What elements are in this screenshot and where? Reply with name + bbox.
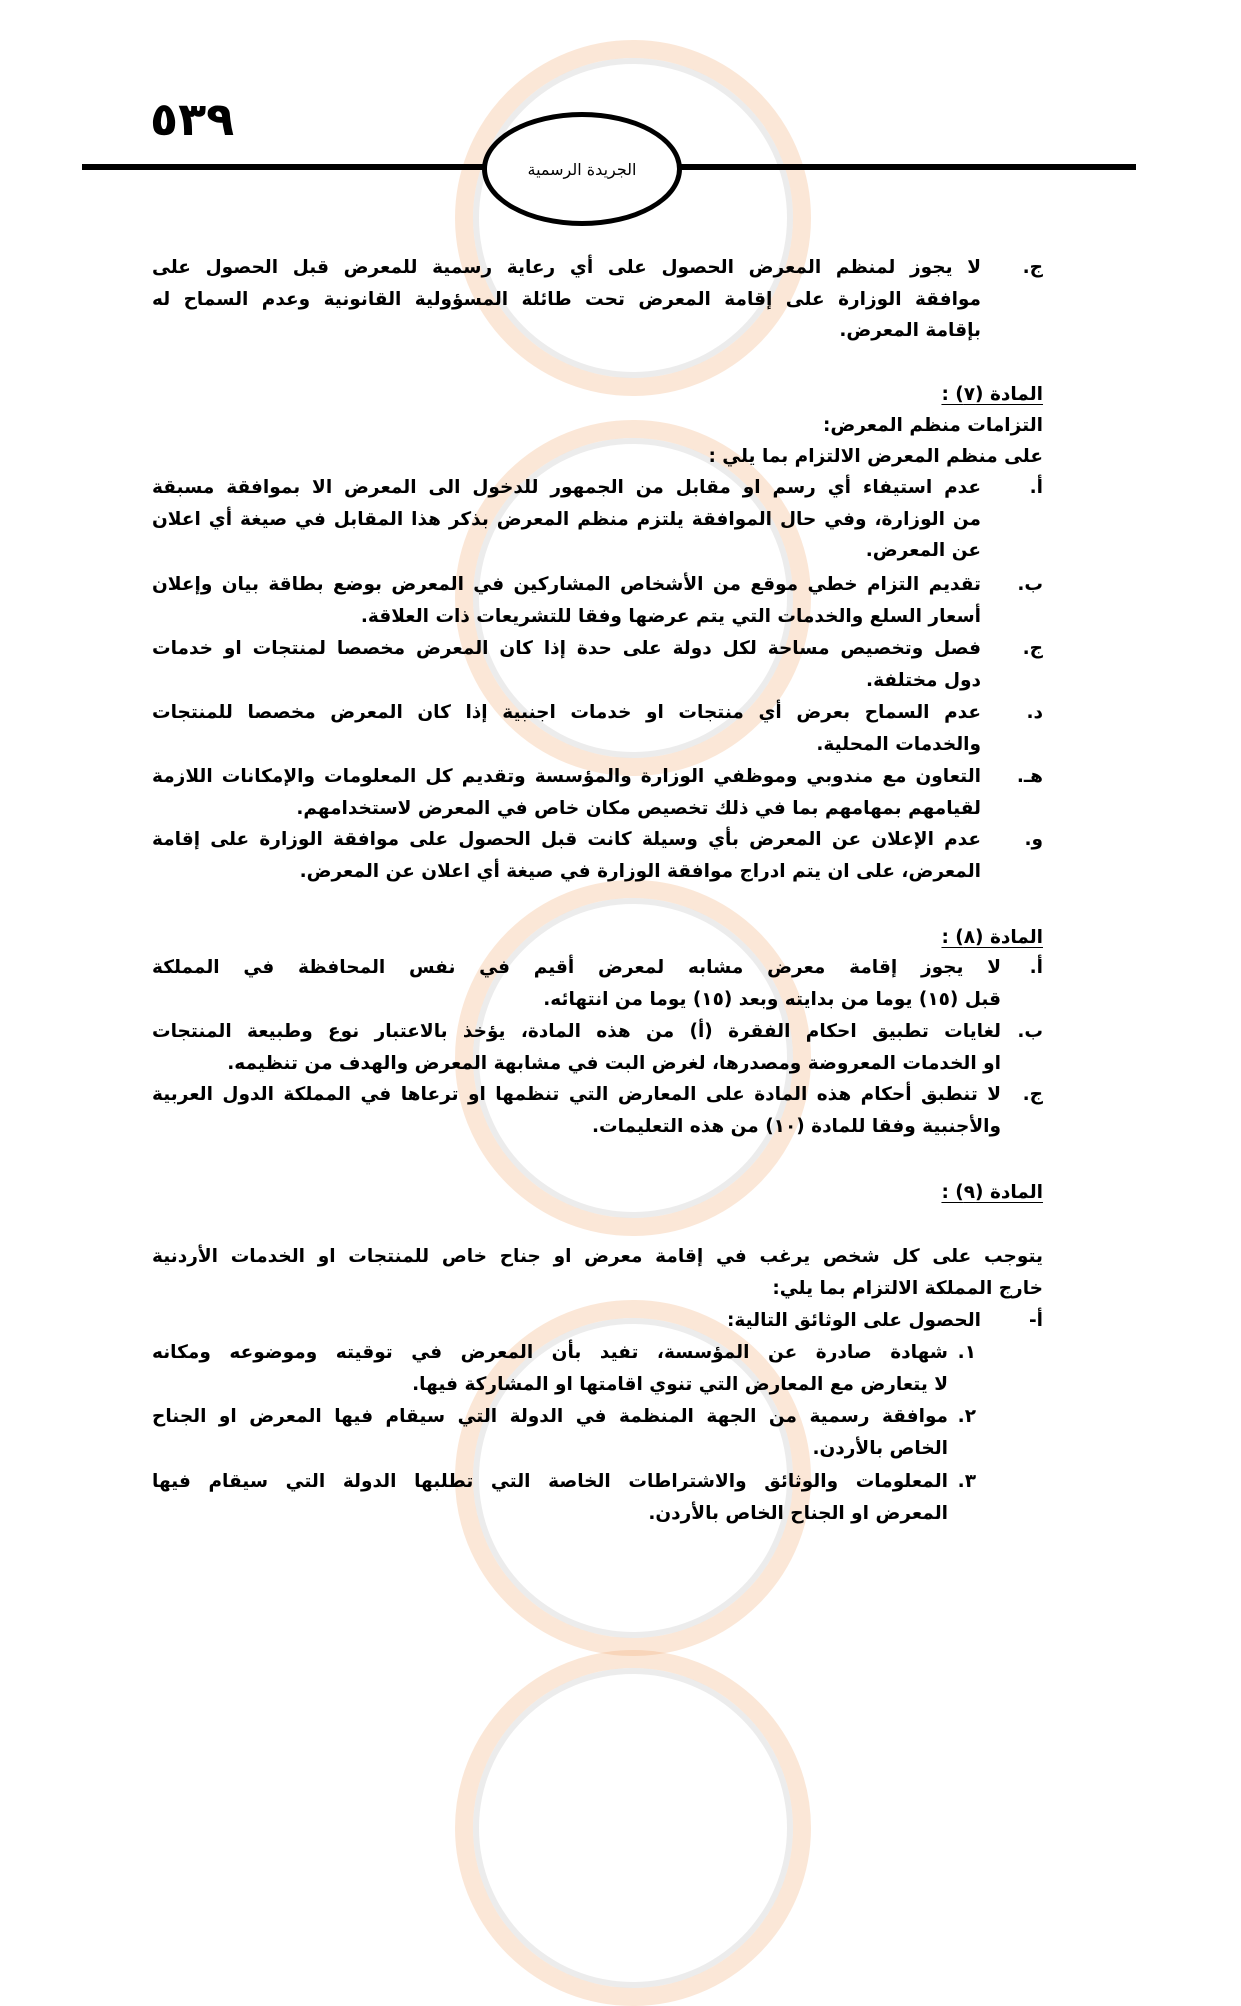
list-item-text (152, 252, 981, 347)
list-item (152, 633, 1043, 696)
list-marker: و. (1024, 829, 1043, 850)
list-item-text (152, 761, 981, 824)
article-8-heading (152, 922, 1043, 954)
article-7-clause (152, 824, 1043, 887)
subtitle: التزامات منظم المعرض: (822, 415, 1043, 436)
list-item (152, 252, 1043, 347)
article-7-clause (152, 569, 1043, 632)
header-oval (482, 112, 682, 226)
list-item-text (152, 697, 981, 760)
list-item (152, 1079, 1043, 1142)
article-7-clause (152, 633, 1043, 696)
text-line: عدم استيفاء أي رسم او مقابل من الجمهور للدخول الى المعرض الا بموافقة مسبقة (152, 477, 981, 498)
list-item (152, 824, 1043, 887)
article-8-clause (152, 952, 1043, 1015)
list-marker: أ. (1029, 957, 1043, 978)
list-item (152, 472, 1043, 567)
list-marker: هـ. (1016, 766, 1043, 787)
text-line: المعرض، على ان يتم ادراج موافقة الوزارة في صيغة أي اعلان عن المعرض. (299, 860, 981, 882)
list-marker: ٣. (957, 1471, 976, 1492)
text-line: موافقة الوزارة على إقامة المعرض تحت طائلة المسؤولية القانونية وعدم السماح له (152, 288, 981, 310)
article-heading: المادة (٩) : (941, 1182, 1043, 1203)
list-item (152, 952, 1043, 1015)
text-line: لا تنطبق أحكام هذه المادة على المعارض التي تنظمها او ترعاها في المملكة الدول العربية (152, 1084, 1001, 1105)
article-9-lead (152, 1241, 1043, 1304)
list-item-text (152, 633, 981, 696)
list-item (152, 697, 1043, 760)
text-line: الخاص بالأردن. (812, 1437, 948, 1459)
article-heading: المادة (٧) : (941, 384, 1043, 405)
article-7-clause (152, 472, 1043, 567)
list-item-text (152, 824, 981, 887)
list-marker: ١. (957, 1342, 976, 1363)
list-item-text (152, 1079, 1001, 1142)
article-8-clause (152, 1079, 1043, 1142)
list-marker: ب. (1017, 574, 1043, 595)
text-line: عن المعرض. (865, 540, 981, 562)
article-heading: المادة (٨) : (941, 927, 1043, 948)
page-number: ٥٣٩ (150, 92, 235, 146)
article-7-subtitle (152, 410, 1043, 442)
text-line: لغايات تطبيق احكام الفقرة (أ) من هذه المادة، يؤخذ بالاعتبار نوع وطبيعة المنتجات (152, 1021, 1001, 1042)
article-9-document (152, 1466, 976, 1529)
list-item-text (152, 1337, 948, 1400)
list-item-text (152, 472, 981, 567)
text-line: شهادة صادرة عن المؤسسة، تفيد بأن المعرض في توقيته وموضوعه ومكانه (152, 1342, 948, 1363)
list-marker: ج. (1022, 638, 1043, 659)
list-item-text (152, 1401, 948, 1464)
text-line: لا يجوز لمنظم المعرض الحصول على أي رعاية رسمية للمعرض قبل الحصول على (152, 257, 981, 278)
text-line: قبل (١٥) يوما من بدايته وبعد (١٥) يوما من انتهائه. (543, 988, 1001, 1010)
list-item-text (152, 1016, 1001, 1079)
list-item (152, 761, 1043, 824)
list-item (152, 1401, 976, 1464)
article-9-document (152, 1401, 976, 1464)
article-7-heading (152, 379, 1043, 411)
text-line: يتوجب على كل شخص يرغب في إقامة معرض او جناح خاص للمنتجات او الخدمات الأردنية (152, 1246, 1043, 1267)
text-line: دول مختلفة. (866, 669, 981, 691)
lead-text: على منظم المعرض الالتزام بما يلي : (708, 446, 1043, 467)
list-item-text (152, 1466, 948, 1529)
text-line: أسعار السلع والخدمات التي يتم عرضها وفقا للتشريعات ذات العلاقة. (360, 605, 981, 627)
article-9-heading (152, 1177, 1043, 1209)
list-item-text (152, 569, 981, 632)
list-marker: أ. (1029, 477, 1043, 498)
list-marker: ج. (1022, 257, 1043, 278)
list-item (152, 1337, 976, 1400)
text-line: لقيامهم بمهامهم بما في ذلك تخصيص مكان خاص في المعرض لاستخدامهم. (296, 797, 981, 819)
text-line: عدم الإعلان عن المعرض بأي وسيلة كانت قبل الحصول على موافقة الوزارة على إقامة (152, 829, 981, 850)
text-line: او الخدمات المعروضة ومصدرها، لغرض البت في مشابهة المعرض والهدف من تنظيمه. (227, 1052, 1001, 1074)
text-line: لا يجوز إقامة معرض مشابه لمعرض أقيم في نفس المحافظة في المملكة (152, 957, 1001, 978)
list-item (152, 1466, 976, 1529)
text-line: والأجنبية وفقا للمادة (١٠) من هذه التعليمات. (591, 1115, 1001, 1137)
list-marker: د. (1026, 702, 1043, 723)
list-item-text: الحصول على الوثائق التالية: (726, 1310, 981, 1331)
text-line: المعلومات والوثائق والاشتراطات الخاصة التي تطلبها الدولة التي سيقام فيها (152, 1471, 948, 1492)
article-7-lead (152, 441, 1043, 473)
article-7-clause (152, 761, 1043, 824)
article-7-clause (152, 697, 1043, 760)
article-9-document (152, 1337, 976, 1400)
text-line: لا يتعارض مع المعارض التي تنوي اقامتها او المشاركة فيها. (412, 1373, 948, 1395)
text-line: بإقامة المعرض. (839, 320, 981, 342)
article-8-clause (152, 1016, 1043, 1079)
clause-c (152, 252, 1043, 347)
list-item-text (152, 952, 1001, 1015)
list-marker: ج. (1022, 1084, 1043, 1105)
text-line: والخدمات المحلية. (816, 733, 981, 755)
article-9-sub (600, 1305, 1043, 1337)
list-marker: أ- (1028, 1310, 1043, 1331)
text-line: فصل وتخصيص مساحة لكل دولة على حدة إذا كان المعرض مخصصا لمنتجات او خدمات (152, 638, 981, 659)
text-line: من الوزارة، وفي حال الموافقة يلتزم منظم المعرض بذكر هذا المقابل في صيغة أي اعلان (152, 508, 981, 530)
gazette-title: الجريدة الرسمية (527, 159, 637, 179)
text-line: عدم السماح بعرض أي منتجات او خدمات اجنبية إذا كان المعرض مخصصا للمنتجات (152, 702, 981, 723)
watermark-clock-icon (455, 1650, 811, 2006)
list-marker: ٢. (957, 1406, 976, 1427)
text-line: التعاون مع مندوبي وموظفي الوزارة والمؤسسة وتقديم كل المعلومات والإمكانات اللازمة (152, 766, 981, 787)
list-item (152, 1016, 1043, 1079)
text-line: المعرض او الجناح الخاص بالأردن. (648, 1502, 948, 1524)
text-line: موافقة رسمية من الجهة المنظمة في الدولة التي سيقام فيها المعرض او الجناح (152, 1406, 948, 1427)
list-item (152, 569, 1043, 632)
list-item (600, 1305, 1043, 1337)
list-marker: ب. (1017, 1021, 1043, 1042)
text-line: خارج المملكة الالتزام بما يلي: (772, 1277, 1043, 1299)
text-line: تقديم التزام خطي موقع من الأشخاص المشاركين في المعرض بوضع بطاقة بيان وإعلان (152, 574, 981, 595)
